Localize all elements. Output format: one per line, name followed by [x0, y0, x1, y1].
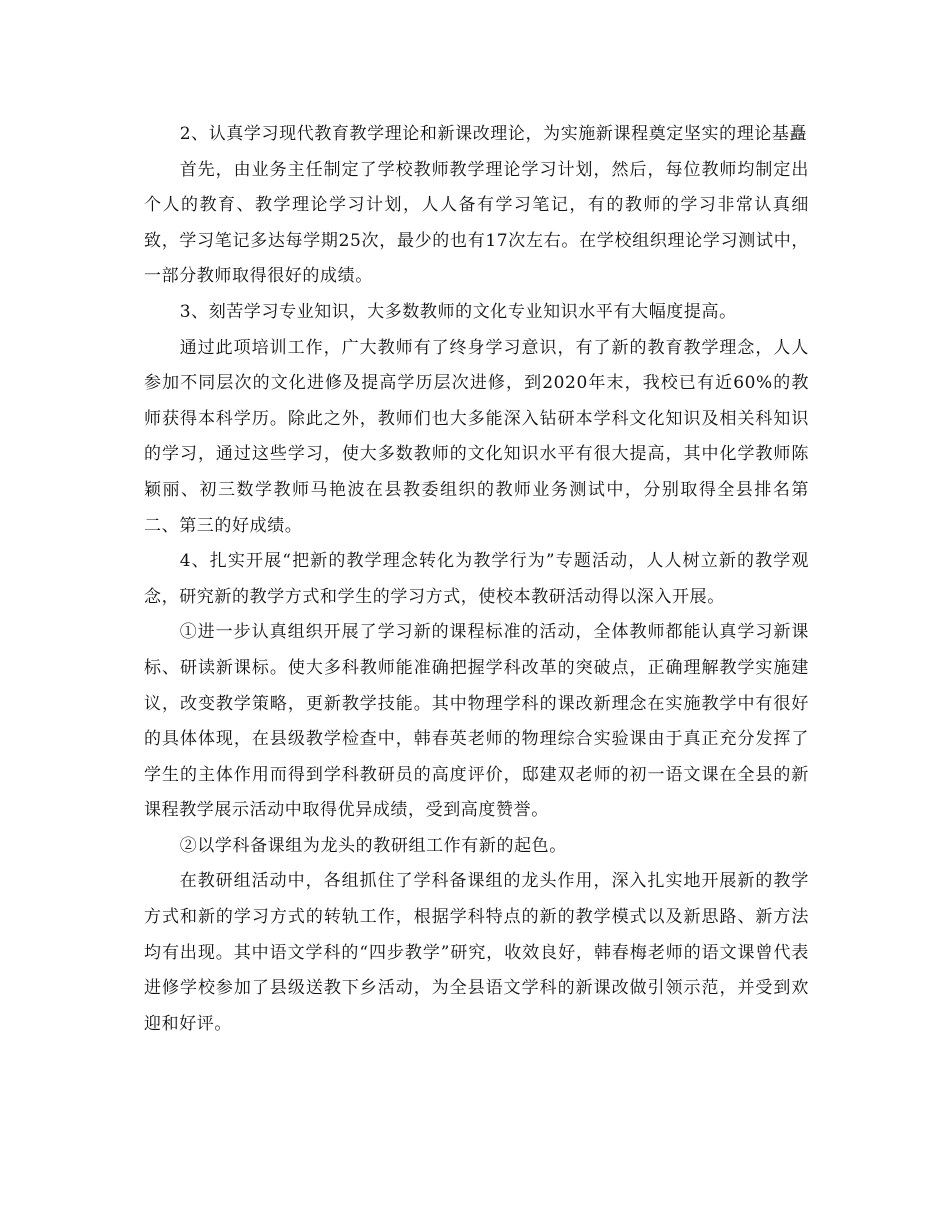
paragraph-section-2-heading: 2、认真学习现代教育教学理论和新课改理论，为实施新课程奠定坚实的理论基矗: [179, 124, 808, 144]
paragraph-theory-study: 首先，由业务主任制定了学校教师教学理论学习计划，然后，每位教师均制定出个人的教育、教学理论学习计划，人人备有学习笔记，有的教师的学习非常认真细致，学习笔记多达每学期25次，最少的也有17次左右。在学校组织理论学习测试中，一部分教师取得很好的成绩。: [144, 159, 809, 287]
paragraph-training-results: 通过此项培训工作，广大教师有了终身学习意识，有了新的教育教学理念，人人参加不同层次的文化进修及提高学历层次进修，到2020年末，我校已有近60%的教师获得本科学历。除此之外，教师们也大多能深入钻研本学科文化知识及相关科知识的学习，通过这些学习，使大多数教师的文化知识水平有很大提高，其中化学教师陈颖丽、初三数学教师马艳波在县教委组织的教师业务测试中，分别取得全县排名第二、第三的好成绩。: [144, 337, 809, 536]
paragraph-section-3-heading: 3、刻苦学习专业知识，大多数教师的文化专业知识水平有大幅度提高。: [179, 301, 737, 322]
paragraph-lesson-groups-heading: ②以学科备课组为龙头的教研组工作有新的起色。: [179, 835, 567, 856]
paragraph-section-4-heading: 4、扎实开展“把新的教学理念转化为教学行为”专题活动，人人树立新的教学观念，研究新的教学方式和学生的学习方式，使校本教研活动得以深入开展。: [144, 551, 809, 607]
paragraph-curriculum-standards: ①进一步认真组织开展了学习新的课程标准的活动，全体教师都能认真学习新课标、研读新课标。使大多科教师能准确把握学科改革的突破点，正确理解教学实施建议，改变教学策略，更新教学技能。其中物理学科的课改新理念在实施教学中有很好的具体体现，在县级教学检查中，韩春英老师的物理综合实验课由于真正充分发挥了学生的主体作用而得到学科教研员的高度评价，邸建双老师的初一语文课在全县的新课程教学展示活动中取得优异成绩，受到高度赞誉。: [144, 622, 809, 821]
paragraph-teaching-research: 在教研组活动中，各组抓住了学科备课组的龙头作用，深入扎实地开展新的教学方式和新的学习方式的转轨工作，根据学科特点的新的教学模式以及新思路、新方法均有出现。其中语文学科的“四步教学”研究，收效良好，韩春梅老师的语文课曾代表进修学校参加了县级送教下乡活动，为全县语文学科的新课改做引领示范，并受到欢迎和好评。: [144, 871, 809, 1034]
